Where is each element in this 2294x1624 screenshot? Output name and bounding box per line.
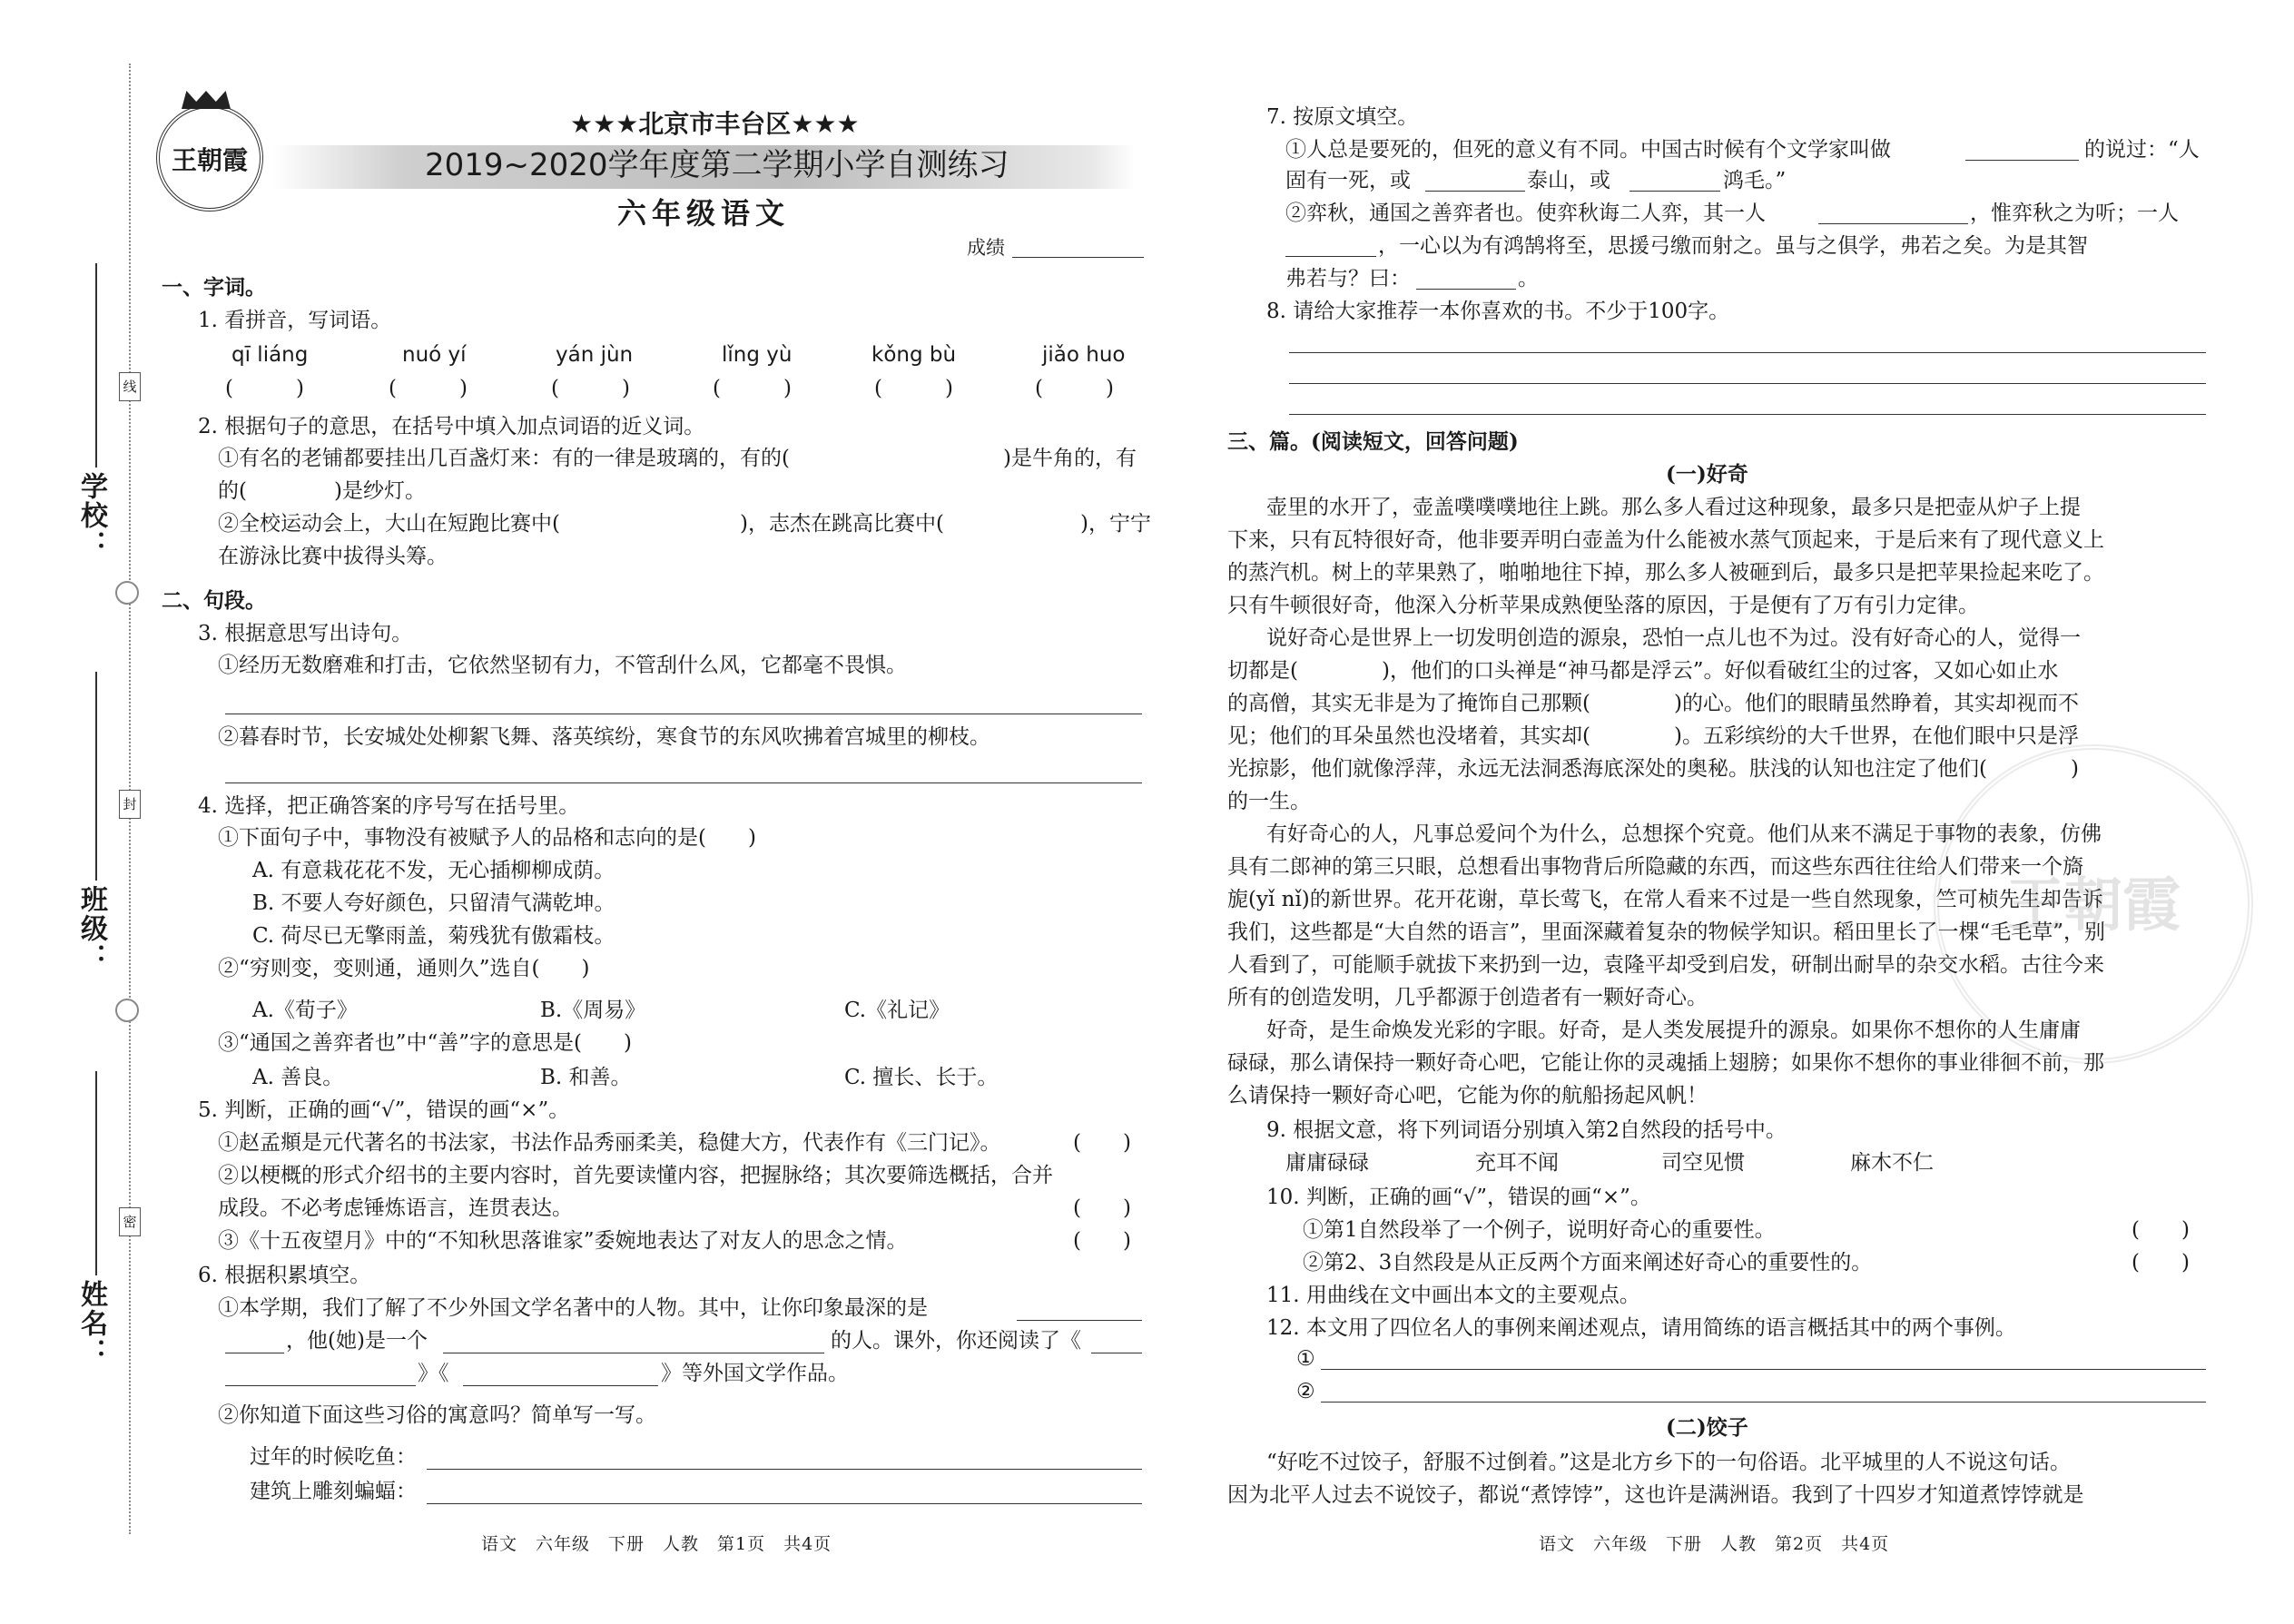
passage-1-line: 切都是( )，他们的口头禅是“神马都是浮云”。好似看破红尘的过客，又如心如止水 <box>1227 659 2059 683</box>
answer-paren-6[interactable]: ( ) <box>1035 377 1114 400</box>
passage-2-line: 因为北平人过去不说饺子，都说“煮饽饽”，这也许是满洲语。我到了十四岁才知道煮饽饽就是 <box>1227 1483 2084 1507</box>
class-blank-line <box>95 672 97 881</box>
score-blank <box>1012 257 1144 258</box>
question-2-2c: )，宁宁 <box>1080 512 1151 536</box>
passage-1-line: 壶里的水开了，壶盖噗噗噗地往上跳。那么多人看过这种现象，最多只是把壶从炉子上提 <box>1266 496 2081 519</box>
watermark-text: 王朝霞 <box>2006 871 2181 940</box>
word-option-3: 司空见惯 <box>1661 1151 1745 1175</box>
blank-7-2b[interactable] <box>1285 256 1376 257</box>
mark-5-3[interactable]: ( ) <box>1073 1229 1131 1253</box>
answer-line-6-2a[interactable] <box>427 1469 1142 1470</box>
mark-5-2[interactable]: ( ) <box>1073 1196 1131 1220</box>
footer-page-2: 语文 六年级 下册 人教 第2页 共4页 <box>1539 1534 1890 1554</box>
pinyin-4: lǐng yù <box>722 343 793 367</box>
name-label: 姓名： <box>75 1280 107 1367</box>
answer-line-8-3[interactable] <box>1289 414 2206 415</box>
class-label: 班级： <box>75 885 107 972</box>
passage-1-line: 光掠影，他们就像浮萍，永远无法洞悉海底深处的奥秘。肤浅的认知也注定了他们( ) <box>1227 757 2079 781</box>
passage-2-line: “好吃不过饺子，舒服不过倒着。”这是北方乡下的一句俗语。北平城里的人不说这句话。 <box>1266 1451 2072 1474</box>
passage-1-line: 碌碌，那么请保持一颗好奇心吧，它能让你的灵魂插上翅膀；如果你不想你的事业徘徊不前，那 <box>1227 1051 2104 1075</box>
passage-1-line: 的高僧，其实无非是为了掩饰自己那颗( )的心。他们的眼睛虽然睁着，其实却视而不 <box>1227 692 2079 715</box>
question-6-2a: 过年的时候吃鱼： <box>250 1445 417 1469</box>
question-2-2b: )，志杰在跳高比赛中( <box>740 512 944 536</box>
question-7: 7. 按原文填空。 <box>1266 105 1419 129</box>
blank-7-1a[interactable] <box>1965 160 2079 161</box>
footer-page-1: 语文 六年级 下册 人教 第1页 共4页 <box>481 1534 832 1554</box>
option-4-1c: C. 荷尽已无擎雨盖，菊残犹有傲霜枝。 <box>252 924 615 948</box>
question-12-1: ① <box>1296 1347 1315 1371</box>
question-10: 10. 判断，正确的画“√”，错误的画“×”。 <box>1266 1186 1651 1209</box>
question-6-1a: ①本学期，我们了解了不少外国文学名著中的人物。其中，让你印象最深的是 <box>218 1296 928 1320</box>
passage-1-line: 好奇，是生命焕发光彩的字眼。好奇，是人类发展提升的源泉。如果你不想你的人生庸庸 <box>1266 1019 2081 1042</box>
question-2: 2. 根据句子的意思，在括号中填入加点词语的近义词。 <box>198 415 705 438</box>
watermark-seal <box>1934 744 2253 1064</box>
mark-5-1[interactable]: ( ) <box>1073 1131 1131 1155</box>
word-option-2: 充耳不闻 <box>1475 1151 1559 1175</box>
passage-1-line: 的一生。 <box>1227 790 1311 813</box>
answer-paren-4[interactable]: ( ) <box>713 377 792 400</box>
blank-7-2a[interactable] <box>1818 223 1968 224</box>
question-2-1b: )是牛角的，有 <box>1003 447 1137 470</box>
question-2-1d: )是纱灯。 <box>334 479 426 503</box>
question-6-1c: 的人。课外，你还阅读了《 <box>831 1329 1081 1353</box>
question-2-2d: 在游泳比赛中拔得头筹。 <box>218 545 448 568</box>
passage-1-line: 人看到了，可能顺手就拔下来扔到一边，袁隆平却受到启发，研制出耐旱的杂交水稻。古往今来 <box>1227 953 2104 977</box>
blank-7-1c[interactable] <box>1629 191 1720 192</box>
school-label: 学校： <box>75 472 107 559</box>
question-5-2: ②以梗概的形式介绍书的主要内容时，首先要读懂内容，把握脉络；其次要筛选概括，合并 <box>218 1164 1053 1187</box>
question-7-1c: 固有一死，或 <box>1285 169 1411 192</box>
question-2-1a: ①有名的老铺都要挂出几百盏灯来：有的一律是玻璃的，有的( <box>218 447 790 470</box>
question-9: 9. 根据文意，将下列词语分别填入第2自然段的括号中。 <box>1266 1118 1787 1142</box>
logo-crown-icon <box>182 91 231 109</box>
passage-1-title: (一)好奇 <box>1666 462 1748 487</box>
passage-1-line: 有好奇心的人，凡事总爱问个为什么，总想探个究竟。他们从来不满足于事物的表象，仿佛 <box>1266 822 2102 846</box>
mark-10-1[interactable]: ( ) <box>2132 1218 2190 1242</box>
answer-line-6-2b[interactable] <box>427 1503 1142 1504</box>
pinyin-3: yán jùn <box>556 343 634 367</box>
section-1-title: 一、字词。 <box>162 275 266 300</box>
passage-1-line: 所有的创造发明，几乎都源于创造者有一颗好奇心。 <box>1227 986 1708 1009</box>
question-7-1a: ①人总是要死的，但死的意义有不同。中国古时候有个文学家叫做 <box>1285 138 1891 162</box>
answer-paren-2[interactable]: ( ) <box>389 377 468 400</box>
word-option-4: 麻木不仁 <box>1850 1151 1934 1175</box>
header-title: 2019~2020学年度第二学期小学自测练习 <box>425 147 1009 183</box>
passage-1-line: 说好奇心是世界上一切发明创造的源泉，恐怕一点儿也不为过。没有好奇心的人，觉得一 <box>1266 626 2081 650</box>
passage-2-title: (二)饺子 <box>1666 1415 1748 1440</box>
question-7-1e: 鸿毛。” <box>1723 169 1787 192</box>
option-4-1a: A. 有意栽花花不发，无心插柳柳成荫。 <box>252 859 615 882</box>
question-2-2a: ②全校运动会上，大山在短跑比赛中( <box>218 512 560 536</box>
question-7-2e: 。 <box>1518 267 1539 290</box>
question-8: 8. 请给大家推荐一本你喜欢的书。不少于100字。 <box>1266 300 1730 323</box>
question-3: 3. 根据意思写出诗句。 <box>198 622 413 645</box>
blank-7-2c[interactable] <box>1416 289 1516 290</box>
header-region: ★★★北京市丰台区★★★ <box>570 109 860 139</box>
question-7-2b: ，惟弈秋之为听；一人 <box>1970 202 2179 225</box>
school-blank-line <box>95 263 97 468</box>
word-option-1: 庸庸碌碌 <box>1285 1151 1369 1175</box>
logo <box>156 104 263 212</box>
answer-paren-5[interactable]: ( ) <box>874 377 953 400</box>
question-3-2: ②暮春时节，长安城处处柳絮飞舞、落英缤纷，寒食节的东风吹拂着宫城里的柳枝。 <box>218 725 990 749</box>
blank-7-1b[interactable] <box>1425 191 1525 192</box>
answer-line-3-2[interactable] <box>225 782 1142 783</box>
question-7-2c: ，一心以为有鸿鹄将至，思援弓缴而射之。虽与之俱学，弗若之矣。为是其智 <box>1378 234 2088 258</box>
option-4-2a: A.《荀子》 <box>252 999 358 1022</box>
binding-circle-icon <box>115 581 139 605</box>
binding-tag-secret: 密 <box>119 1207 141 1236</box>
passage-1-line: 么请保持一颗好奇心吧，它能为你的航船扬起风帆！ <box>1227 1084 1708 1107</box>
question-5-1: ①赵孟頫是元代著名的书法家，书法作品秀丽柔美，稳健大方，代表作有《三门记》。 <box>218 1131 1001 1155</box>
question-4-2: ②“穷则变，变则通，通则久”选自( ) <box>218 957 590 980</box>
passage-1-line: 具有二郎神的第三只眼，总想看出事物背后所隐藏的东西，而这些东西往往给人们带来一个旖 <box>1227 855 2083 879</box>
question-3-1: ①经历无数磨难和打击，它依然坚韧有力，不管刮什么风，它都毫不畏惧。 <box>218 654 907 677</box>
question-6: 6. 根据积累填空。 <box>198 1264 371 1287</box>
question-5-3: ③《十五夜望月》中的“不知秋思落谁家”委婉地表达了对友人的思念之情。 <box>218 1229 908 1253</box>
question-5-2b: 成段。不必考虑锤炼语言，连贯表达。 <box>218 1196 573 1220</box>
question-7-2a: ②弈秋，通国之善弈者也。使弈秋诲二人弈，其一人 <box>1285 202 1766 225</box>
binding-tag-line: 线 <box>119 372 141 401</box>
option-4-3c: C. 擅长、长于。 <box>844 1066 999 1089</box>
passage-1-line: 旎(yǐ nǐ)的新世界。花开花谢，草长莺飞，在常人看来不过是一些自然现象，竺可桢先生却告诉 <box>1227 888 2103 911</box>
answer-line-12-1[interactable] <box>1321 1369 2206 1370</box>
question-6-2: ②你知道下面这些习俗的寓意吗？简单写一写。 <box>218 1403 656 1427</box>
question-5: 5. 判断，正确的画“√”，错误的画“×”。 <box>198 1098 570 1122</box>
binding-circle-icon <box>115 999 139 1022</box>
score-label: 成绩 <box>967 237 1005 259</box>
logo-text: 王朝霞 <box>171 145 248 175</box>
blank-6-1f[interactable] <box>463 1385 658 1386</box>
option-4-2c: C.《礼记》 <box>844 999 950 1022</box>
header-subject: 六年级语文 <box>617 196 791 231</box>
pinyin-5: kǒng bù <box>871 343 957 367</box>
passage-1-line: 只有牛顿很好奇，他深入分析苹果成熟便坠落的原因，于是便有了万有引力定律。 <box>1227 594 1979 617</box>
question-11: 11. 用曲线在文中画出本文的主要观点。 <box>1266 1284 1640 1307</box>
answer-paren-1[interactable]: ( ) <box>225 377 304 400</box>
question-4-1: ①下面句子中，事物没有被赋予人的品格和志向的是( ) <box>218 826 756 850</box>
answer-paren-3[interactable]: ( ) <box>551 377 630 400</box>
question-1: 1. 看拼音，写词语。 <box>198 309 392 332</box>
blank-6-1e[interactable] <box>225 1385 416 1386</box>
answer-line-8-2[interactable] <box>1289 383 2206 384</box>
passage-1-line: 见；他们的耳朵虽然也没堵着，其实却( )。五彩缤纷的大千世界，在他们眼中只是浮 <box>1227 724 2079 748</box>
binding-tag-seal: 封 <box>119 790 141 819</box>
question-6-2b: 建筑上雕刻蝙蝠： <box>250 1480 417 1503</box>
passage-1-line: 下来，只有瓦特很好奇，他非要弄明白壶盖为什么能被水蒸气顶起来，于是后来有了现代意义上 <box>1227 528 2104 552</box>
question-4-3: ③“通国之善弈者也”中“善”字的意思是( ) <box>218 1031 632 1055</box>
question-7-1b: 的说过：“人 <box>2084 138 2200 162</box>
option-4-3a: A. 善良。 <box>252 1066 344 1089</box>
option-4-2b: B.《周易》 <box>540 999 646 1022</box>
option-4-1b: B. 不要人夸好颜色，只留清气满乾坤。 <box>252 891 615 915</box>
section-2-title: 二、句段。 <box>162 588 266 613</box>
question-4: 4. 选择，把正确答案的序号写在括号里。 <box>198 794 580 818</box>
question-10-2: ②第2、3自然段是从正反两个方面来阐述好奇心的重要性的。 <box>1303 1251 1873 1275</box>
passage-1-line: 的蒸汽机。树上的苹果熟了，啪啪地往下掉，那么多人被砸到后，最多只是把苹果捡起来吃了。 <box>1227 561 2104 585</box>
question-10-1: ①第1自然段举了一个例子，说明好奇心的重要性。 <box>1303 1218 1776 1242</box>
question-6-1b: ，他(她)是一个 <box>286 1329 428 1353</box>
pinyin-1: qī liáng <box>231 343 309 367</box>
section-3-title: 三、篇。(阅读短文，回答问题) <box>1227 429 1519 454</box>
name-blank-line <box>95 1071 97 1275</box>
option-4-3b: B. 和善。 <box>540 1066 632 1089</box>
question-12-2: ② <box>1296 1380 1315 1403</box>
question-6-1e: 》等外国文学作品。 <box>661 1362 849 1385</box>
pinyin-6: jiǎo huo <box>1042 343 1126 367</box>
mark-10-2[interactable]: ( ) <box>2132 1251 2190 1275</box>
question-7-2d: 弗若与？曰： <box>1285 267 1411 290</box>
question-12: 12. 本文用了四位名人的事例来阐述观点，请用简练的语言概括其中的两个事例。 <box>1266 1316 2016 1340</box>
answer-line-8-1[interactable] <box>1289 352 2206 353</box>
blank-6-1a[interactable] <box>1017 1320 1142 1321</box>
answer-line-12-2[interactable] <box>1321 1402 2206 1403</box>
question-6-1d: 》《 <box>418 1362 449 1385</box>
passage-1-line: 我们，这些都是“大自然的语言”，里面深藏着复杂的物候学知识。稻田里长了一棵“毛毛草”，别 <box>1227 920 2106 944</box>
pinyin-2: nuó yí <box>402 343 467 367</box>
question-2-1c: 的( <box>218 479 247 503</box>
question-7-1d: 泰山，或 <box>1527 169 1610 192</box>
